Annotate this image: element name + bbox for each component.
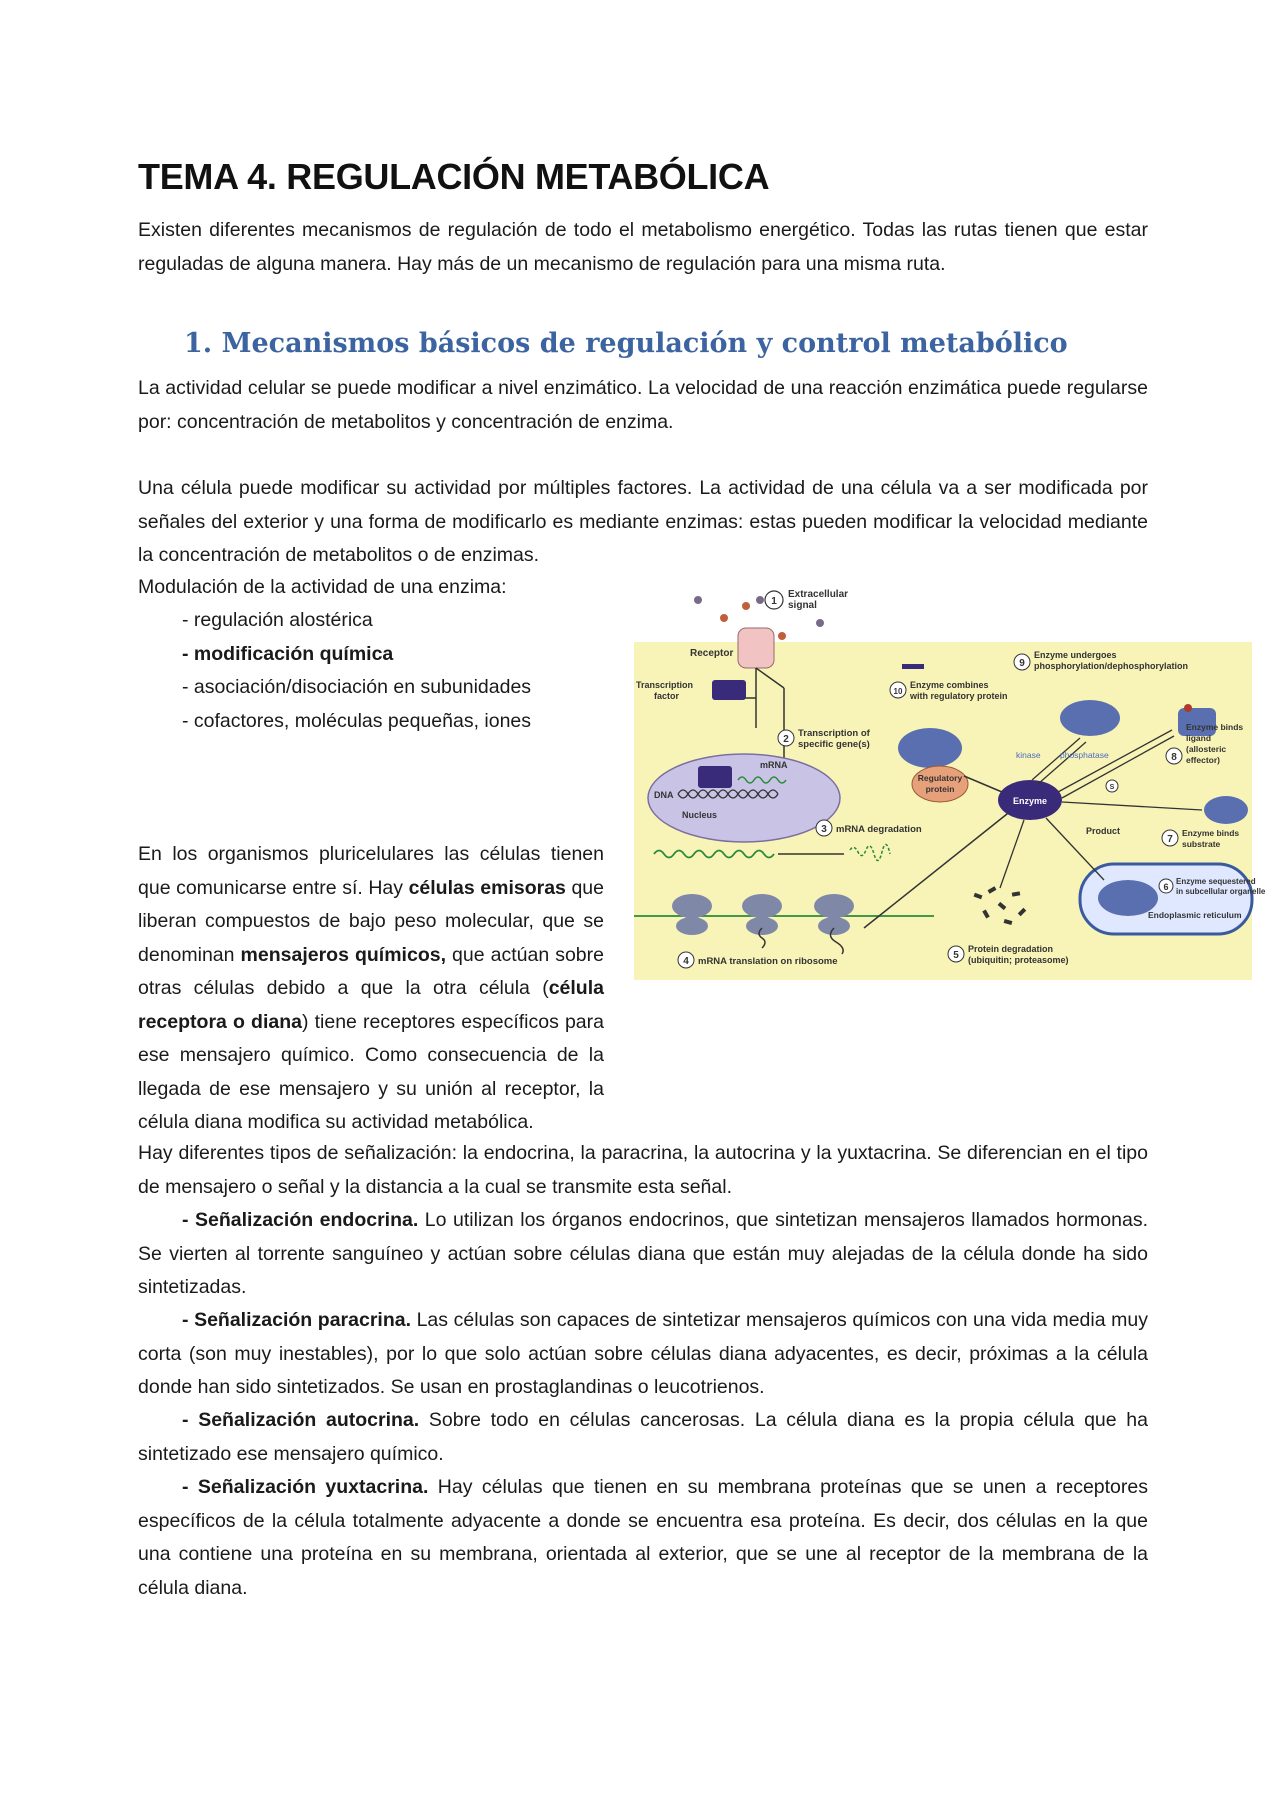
step-6-number: 6: [1163, 882, 1169, 892]
step-10-number: 10: [893, 687, 903, 696]
pluricellular-paragraph: [138, 838, 604, 1140]
paracrine-text: Las células son capaces de sintetizar mensajeros químicos con una vida media muy corta (son muy inestables), por lo que solo actúan sobre células diana adyacentes, es decir, próximas a la célula donde han sido sintetizados. Se usan en prostaglandinas o leucotrienos.: [138, 1309, 1148, 1398]
step-7-number: 7: [1167, 834, 1173, 845]
tf-label: Transcription: [636, 680, 694, 690]
tf-label-b: factor: [654, 691, 680, 701]
step-3-label: mRNA degradation: [836, 824, 922, 835]
er-label: Endoplasmic reticulum: [1148, 910, 1242, 920]
pluri-bold-3: célula receptora o diana: [138, 977, 604, 1033]
pluri-text-1: En los organismos pluricelulares las células tienen que comunicarse entre sí. Hay: [138, 843, 604, 899]
intro-paragraph: Existen diferentes mecanismos de regulación de todo el metabolismo energético. Todas las rutas tienen que estar reguladas de alguna manera. Hay más de un mecanismo de regulación para una misma ruta.: [138, 219, 1148, 275]
step-5-label: Protein degradation: [968, 944, 1054, 954]
autocrine-text: Sobre todo en células cancerosas. La célula diana es la propia célula que ha sintetizado ese mensajero químico.: [138, 1409, 1148, 1465]
step-9-label: Enzyme undergoes: [1034, 650, 1117, 660]
pluri-bold-2: mensajeros químicos,: [240, 943, 446, 966]
regulatory-label-b: protein: [925, 784, 955, 794]
step-10-label-b: with regulatory protein: [910, 691, 1008, 701]
transcription-factor-shape: [712, 680, 746, 700]
paracrine-label: - Señalización paracrina.: [182, 1309, 411, 1331]
step-8-label-b: ligand: [1186, 733, 1212, 743]
kinase-label: kinase: [1016, 750, 1041, 760]
autocrine-label: - Señalización autocrina.: [182, 1409, 420, 1431]
page-title: TEMA 4. REGULACIÓN METABÓLICA: [138, 156, 770, 197]
substrate-enzyme-shape: [1204, 796, 1248, 824]
pluri-text-2: que liberan compuestos de bajo peso molecular, que se denominan: [138, 876, 604, 966]
step-1-label-b: signal: [788, 600, 817, 611]
step-4-label: mRNA translation on ribosome: [698, 956, 838, 967]
section-1-paragraph-2: Una célula puede modificar su actividad por múltiples factores. La actividad de una célula va a ser modificada por señales del exterior y una forma de modificarlo es mediante enzimas: estas pueden modificar la velocidad mediante la concentración de metabolitos o de enzimas.: [138, 477, 1148, 566]
modulation-intro: Modulación de la actividad de una enzima:: [138, 576, 507, 598]
dna-label: DNA: [654, 790, 674, 800]
phosphorylated-enzyme-shape: [1060, 700, 1120, 736]
step-7-label: Enzyme binds: [1182, 828, 1240, 838]
endocrine-paragraph: [138, 1204, 1148, 1305]
endocrine-text: Lo utilizan los órganos endocrinos, que sintetizan mensajeros llamados hormonas. Se vierten al torrente sanguíneo y actúan sobre células diana que están muy alejadas de la célula donde ha sido sintetizadas.: [138, 1209, 1149, 1298]
step-9-label-b: phosphorylation/dephosphorylation: [1034, 661, 1188, 671]
step-6-label: Enzyme sequestered: [1176, 877, 1256, 886]
section-1-paragraph-1: La actividad celular se puede modificar a nivel enzimático. La velocidad de una reacción enzimática puede regularse por: concentración de metabolitos y concentración de enzima.: [138, 377, 1148, 433]
step-2-label-b: specific gene(s): [798, 739, 870, 750]
list-item: - regulación alostérica: [182, 609, 373, 631]
figure-svg: [634, 588, 1266, 980]
enzyme-label: Enzyme: [1012, 796, 1048, 806]
regulatory-label: Regulatory: [917, 773, 963, 783]
product-label: Product: [1086, 826, 1121, 836]
enzyme-regulation-figure: [634, 588, 1266, 980]
juxtacrine-paragraph: [138, 1471, 1148, 1605]
receptor-label: Receptor: [690, 648, 734, 659]
step-2-number: 2: [783, 734, 789, 745]
step-9-number: 9: [1019, 658, 1025, 669]
step-5-number: 5: [953, 950, 959, 961]
step-2-label: Transcription of: [798, 728, 870, 739]
list-item: - cofactores, moléculas pequeñas, iones: [182, 709, 532, 732]
step-1-label: Extracellular: [788, 589, 849, 600]
step-8-label-d: effector): [1186, 755, 1221, 765]
section-1-heading: 1. Mecanismos básicos de regulación y control metabólico: [184, 328, 1068, 359]
step-3-number: 3: [821, 824, 827, 835]
juxtacrine-text: Hay células que tienen en su membrana proteínas que se unen a receptores específicos de la célula totalmente adyacente a donde se encuentra esa proteína. Es decir, dos células en la que una contiene una proteína en su membrana, orientada al exterior, que se une al receptor de la membrana de la célula diana.: [138, 1476, 1148, 1599]
receptor-shape: [738, 628, 774, 668]
autocrine-paragraph: [138, 1404, 1148, 1471]
juxtacrine-label: - Señalización yuxtacrina.: [182, 1476, 429, 1498]
step-8-label-c: (allosteric: [1186, 744, 1227, 754]
mrna-label: mRNA: [760, 760, 788, 770]
step-5-label-b: (ubiquitin; proteasome): [968, 955, 1069, 965]
pluri-bold-1: células emisoras: [408, 876, 566, 899]
paracrine-paragraph: [138, 1304, 1148, 1405]
step-6-label-b: in subcellular organelle: [1176, 887, 1266, 896]
nucleus-tf-shape: [698, 766, 732, 788]
step-8-number: 8: [1171, 752, 1177, 763]
signaling-types-intro: Hay diferentes tipos de señalización: la endocrina, la paracrina, la autocrina y la yuxtacrina. Se diferencian en el tipo de mensajero o señal y la distancia a la cual se transmite esta señal.: [138, 1142, 1148, 1198]
step-4-number: 4: [683, 956, 689, 967]
list-item: - asociación/disociación en subunidades: [182, 676, 532, 698]
step-7-label-b: substrate: [1182, 839, 1221, 849]
modulation-list: [182, 604, 531, 738]
nucleus-label: Nucleus: [682, 810, 718, 820]
pluri-text-3: que actúan sobre otras células debido a que la otra célula (: [138, 943, 604, 999]
endocrine-label: - Señalización endocrina.: [182, 1209, 419, 1231]
step-10-label: Enzyme combines: [910, 680, 989, 690]
regulatory-enzyme-shape: [898, 728, 962, 768]
step-8-label: Enzyme binds: [1186, 722, 1244, 732]
pluri-text-4: ) tiene receptores específicos para ese mensajero químico. Como consecuencia de la llegada de ese mensajero y su unión al receptor, la célula diana modifica su actividad metabólica.: [138, 1010, 604, 1133]
step-1-number: 1: [771, 596, 777, 607]
phosphatase-label: phosphatase: [1060, 750, 1109, 760]
substrate-marker-label: S: [1109, 784, 1115, 791]
list-item: - modificación química: [182, 642, 394, 665]
